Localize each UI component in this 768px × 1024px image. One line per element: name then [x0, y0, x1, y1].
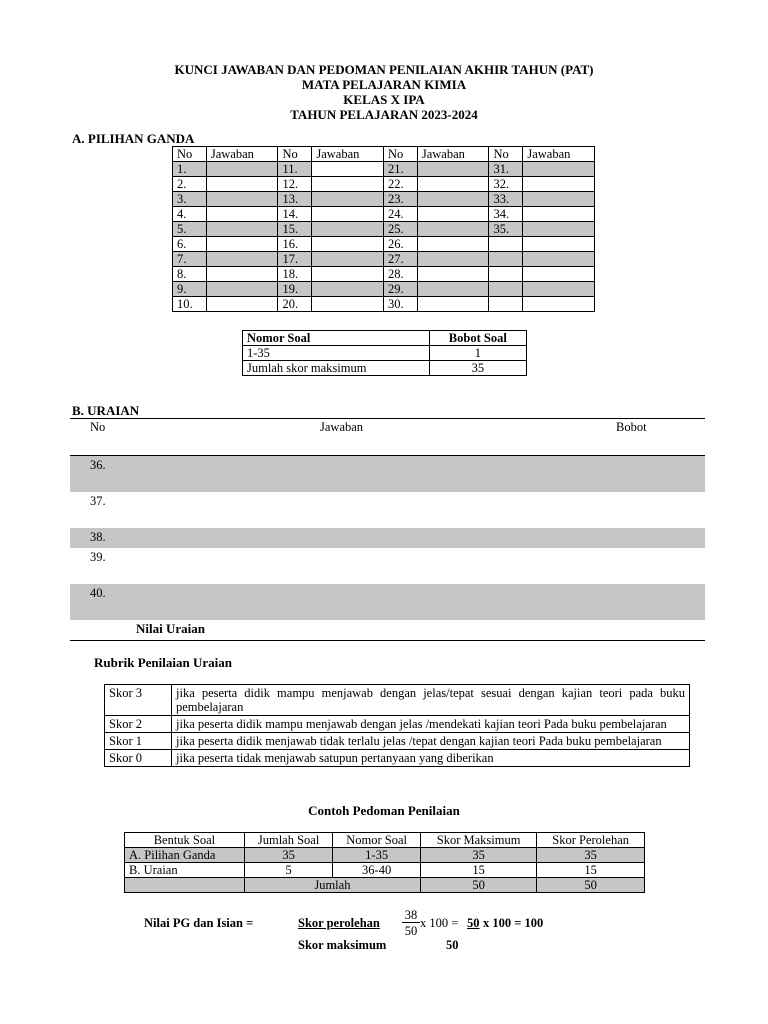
uraian-header [70, 418, 705, 457]
contoh-col: Bentuk Soal [125, 833, 245, 848]
mc-number [489, 282, 523, 297]
mc-number: 28. [383, 267, 417, 282]
mc-col-jawaban: Jawaban [312, 147, 384, 162]
rubrik-skor: Skor 0 [105, 750, 172, 767]
contoh-total-max: 50 [420, 878, 536, 893]
mc-col-no: No [278, 147, 312, 162]
mc-number: 7. [173, 252, 207, 267]
bobot-col-nomor: Nomor Soal [243, 331, 430, 346]
table-row [173, 282, 595, 297]
mc-number: 4. [173, 207, 207, 222]
mc-answer-cell [312, 177, 384, 192]
rubrik-skor: Skor 1 [105, 733, 172, 750]
mc-number: 11. [278, 162, 312, 177]
mc-answer-cell [417, 192, 489, 207]
mc-number: 20. [278, 297, 312, 312]
mc-answer-cell [417, 207, 489, 222]
uraian-number: 36. [90, 458, 106, 472]
mc-answer-cell [312, 222, 384, 237]
mc-number: 3. [173, 192, 207, 207]
mc-number: 5. [173, 222, 207, 237]
mc-number: 30. [383, 297, 417, 312]
mc-number: 35. [489, 222, 523, 237]
mc-answer-cell [417, 237, 489, 252]
contoh-cell: 15 [537, 863, 645, 878]
mc-answer-cell [417, 162, 489, 177]
mc-answer-cell [312, 237, 384, 252]
fraction-top: 38 [402, 908, 420, 923]
mc-col-jawaban: Jawaban [417, 147, 489, 162]
list-item [70, 528, 705, 548]
contoh-cell: 1-35 [333, 848, 421, 863]
table-row [173, 237, 595, 252]
formula-times1: x 100 = [420, 916, 459, 930]
contoh-cell: 35 [537, 848, 645, 863]
contoh-cell: 36-40 [333, 863, 421, 878]
formula-label: Nilai PG dan Isian = [144, 916, 254, 930]
table-row [173, 297, 595, 312]
mc-number: 1. [173, 162, 207, 177]
mc-col-no: No [489, 147, 523, 162]
bobot-cell: Jumlah skor maksimum [243, 361, 430, 376]
mc-number: 2. [173, 177, 207, 192]
nilai-uraian-label: Nilai Uraian [136, 621, 205, 636]
table-row [173, 267, 595, 282]
contoh-col: Nomor Soal [333, 833, 421, 848]
mc-number: 32. [489, 177, 523, 192]
mc-col-jawaban: Jawaban [523, 147, 595, 162]
bobot-col-bobot: Bobot Soal [429, 331, 526, 346]
mc-number: 25. [383, 222, 417, 237]
table-row [173, 252, 595, 267]
table-row [173, 222, 595, 237]
doc-title-line3: KELAS X IPA [343, 92, 425, 107]
mc-number: 34. [489, 207, 523, 222]
mc-number: 8. [173, 267, 207, 282]
mc-header-row [173, 147, 595, 162]
contoh-cell: 35 [420, 848, 536, 863]
uraian-number: 40. [90, 586, 106, 600]
rubrik-title: Rubrik Penilaian Uraian [94, 655, 232, 670]
mc-answer-cell [417, 177, 489, 192]
contoh-cell: 35 [244, 848, 332, 863]
nilai-uraian-row [70, 620, 705, 641]
mc-answer-cell [523, 237, 595, 252]
mc-number: 19. [278, 282, 312, 297]
section-a-title: A. PILIHAN GANDA [72, 131, 195, 146]
mc-answer-cell [523, 252, 595, 267]
mc-answer-cell [523, 297, 595, 312]
mc-answer-cell [206, 177, 278, 192]
mc-number [489, 297, 523, 312]
rubrik-desc: jika peserta didik mampu menjawab dengan jelas /mendekati kajian teori Pada buku pembelajaran [172, 716, 690, 733]
mc-answer-cell [523, 177, 595, 192]
mc-number: 18. [278, 267, 312, 282]
mc-number [489, 252, 523, 267]
contoh-cell [125, 878, 245, 893]
doc-title-line4: TAHUN PELAJARAN 2023-2024 [290, 107, 478, 122]
mc-answer-cell [523, 267, 595, 282]
formula-mid-top: 50 [467, 916, 480, 930]
fraction-bottom: 50 [404, 924, 418, 938]
list-item [70, 456, 705, 492]
rubrik-desc: jika peserta didik mampu menjawab dengan jelas/tepat sesuai dengan kajian teori pada buku pembelajaran [172, 685, 690, 716]
mc-number [489, 267, 523, 282]
bobot-header-row [243, 331, 527, 346]
table-row [105, 750, 690, 767]
formula-denominator-label: Skor maksimum [298, 938, 387, 952]
mc-answer-cell [206, 207, 278, 222]
table-row [173, 207, 595, 222]
mc-col-jawaban: Jawaban [206, 147, 278, 162]
table-row [105, 733, 690, 750]
mc-number: 27. [383, 252, 417, 267]
contoh-cell: B. Uraian [125, 863, 245, 878]
mc-answer-cell [312, 162, 384, 177]
mc-answer-cell [523, 207, 595, 222]
doc-title-line1: KUNCI JAWABAN DAN PEDOMAN PENILAIAN AKHIR TAHUN (PAT) [174, 62, 594, 77]
mc-answer-cell [312, 267, 384, 282]
mc-answer-cell [206, 252, 278, 267]
mc-answer-cell [312, 297, 384, 312]
mc-number: 16. [278, 237, 312, 252]
mc-answer-cell [206, 297, 278, 312]
table-row [243, 346, 527, 361]
mc-col-no: No [173, 147, 207, 162]
mc-answer-cell [206, 162, 278, 177]
mc-answer-cell [312, 252, 384, 267]
mc-number: 10. [173, 297, 207, 312]
mc-answer-cell [312, 282, 384, 297]
list-item [70, 548, 705, 584]
mc-number: 21. [383, 162, 417, 177]
mc-answer-cell [206, 222, 278, 237]
uraian-number: 38. [90, 530, 106, 544]
mc-answer-cell [312, 192, 384, 207]
mc-col-no: No [383, 147, 417, 162]
mc-answer-cell [523, 222, 595, 237]
rubrik-skor: Skor 3 [105, 685, 172, 716]
mc-number: 12. [278, 177, 312, 192]
mc-number: 31. [489, 162, 523, 177]
mc-answer-cell [523, 162, 595, 177]
mc-answer-cell [417, 252, 489, 267]
mc-answer-cell [312, 207, 384, 222]
uraian-col-no: No [90, 420, 106, 434]
contoh-total-label: Jumlah [244, 878, 420, 893]
table-row [243, 361, 527, 376]
uraian-col-jawaban: Jawaban [320, 420, 364, 434]
rubrik-skor: Skor 2 [105, 716, 172, 733]
bobot-cell: 35 [429, 361, 526, 376]
mc-number [489, 237, 523, 252]
mc-number: 29. [383, 282, 417, 297]
contoh-table [124, 832, 645, 893]
mc-number: 6. [173, 237, 207, 252]
mc-number: 17. [278, 252, 312, 267]
mc-number: 9. [173, 282, 207, 297]
mc-answer-cell [417, 282, 489, 297]
rubrik-table [104, 684, 690, 767]
contoh-col: Skor Perolehan [537, 833, 645, 848]
mc-answer-cell [206, 267, 278, 282]
mc-answer-cell [523, 282, 595, 297]
mc-number: 14. [278, 207, 312, 222]
contoh-title: Contoh Pedoman Penilaian [308, 803, 460, 818]
mc-number: 26. [383, 237, 417, 252]
mc-answer-cell [206, 237, 278, 252]
table-row [105, 716, 690, 733]
list-item [70, 492, 705, 528]
mc-number: 15. [278, 222, 312, 237]
bobot-table [242, 330, 527, 376]
mc-number: 24. [383, 207, 417, 222]
table-row [173, 177, 595, 192]
contoh-header-row [125, 833, 645, 848]
uraian-number: 39. [90, 550, 106, 564]
mc-answer-cell [523, 192, 595, 207]
multiple-choice-table [172, 146, 595, 312]
uraian-col-bobot: Bobot [616, 420, 647, 434]
formula-mid-bottom: 50 [446, 938, 459, 952]
doc-title-line2: MATA PELAJARAN KIMIA [301, 77, 467, 92]
mc-answer-cell [417, 297, 489, 312]
table-row [125, 878, 645, 893]
rubrik-desc: jika peserta tidak menjawab satupun pertanyaan yang diberikan [172, 750, 690, 767]
table-row [173, 162, 595, 177]
contoh-cell: 5 [244, 863, 332, 878]
mc-answer-cell [206, 192, 278, 207]
table-row [125, 848, 645, 863]
table-row [173, 192, 595, 207]
mc-number: 33. [489, 192, 523, 207]
uraian-number: 37. [90, 494, 106, 508]
contoh-cell: A. Pilihan Ganda [125, 848, 245, 863]
bobot-cell: 1-35 [243, 346, 430, 361]
formula-times2: x 100 = 100 [483, 916, 544, 930]
rubrik-desc: jika peserta didik menjawab tidak terlalu jelas /tepat dengan kajian teori Pada buku pembelajaran [172, 733, 690, 750]
bobot-cell: 1 [429, 346, 526, 361]
mc-number: 22. [383, 177, 417, 192]
contoh-col: Jumlah Soal [244, 833, 332, 848]
mc-answer-cell [417, 267, 489, 282]
table-row [125, 863, 645, 878]
section-b-title: B. URAIAN [72, 403, 140, 418]
contoh-total-got: 50 [537, 878, 645, 893]
mc-answer-cell [206, 282, 278, 297]
mc-number: 13. [278, 192, 312, 207]
table-row [105, 685, 690, 716]
formula-numerator-label: Skor perolehan [298, 916, 380, 930]
contoh-cell: 15 [420, 863, 536, 878]
mc-answer-cell [417, 222, 489, 237]
list-item [70, 584, 705, 620]
contoh-col: Skor Maksimum [420, 833, 536, 848]
mc-number: 23. [383, 192, 417, 207]
